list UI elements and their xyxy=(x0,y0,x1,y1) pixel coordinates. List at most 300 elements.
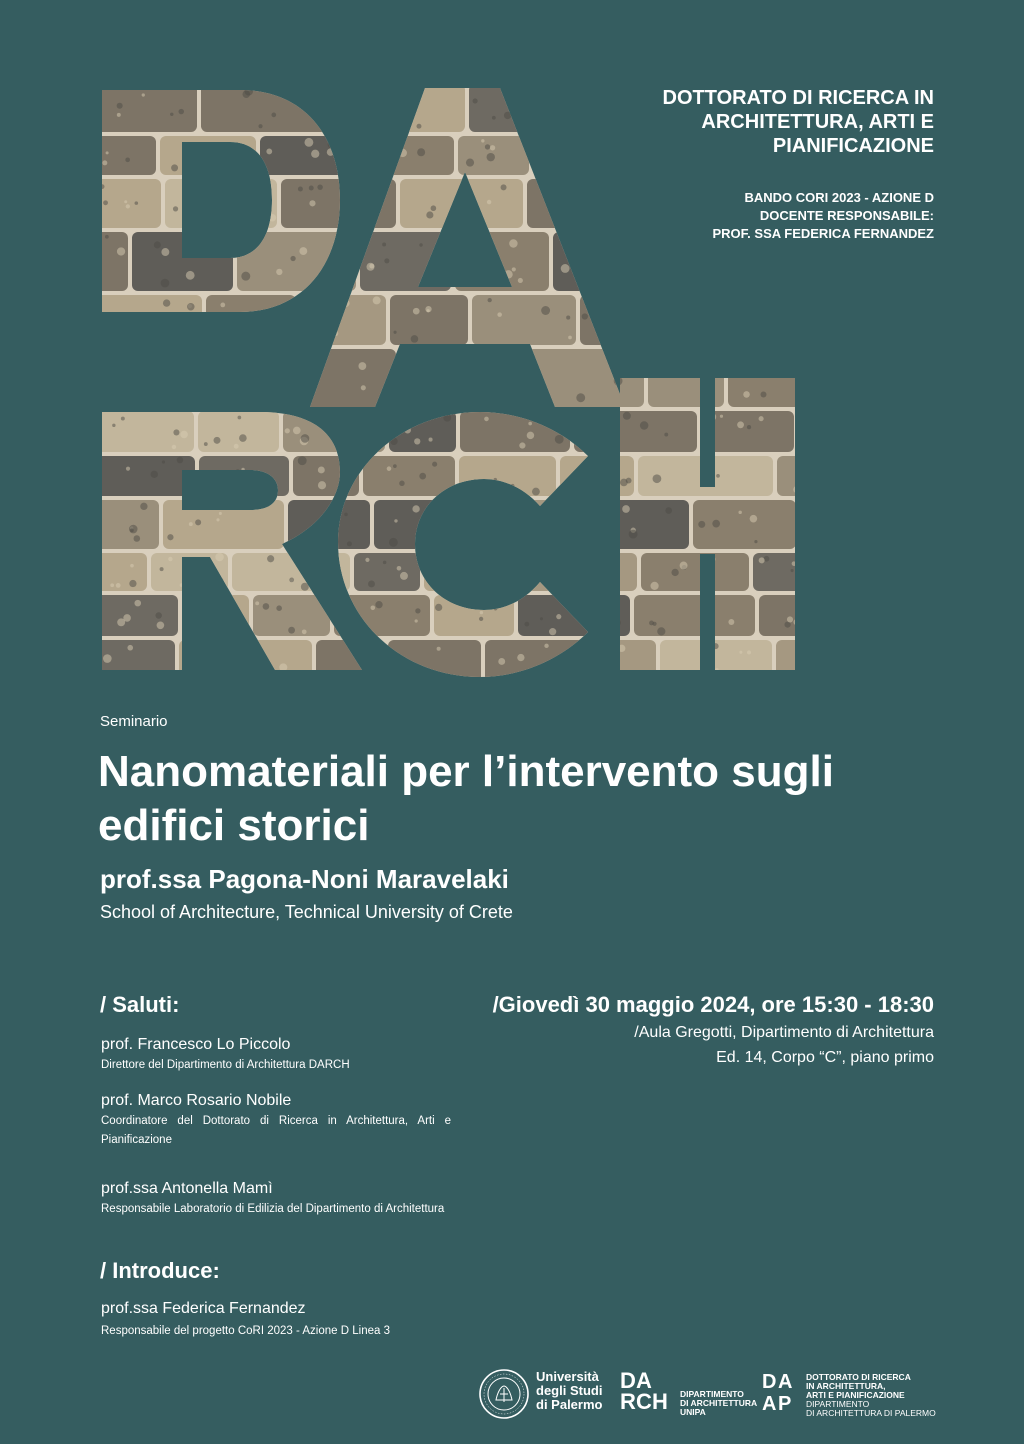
stone-speckle xyxy=(739,297,746,304)
stone-speckle xyxy=(750,515,758,523)
stone-speckle xyxy=(117,103,123,109)
stone-speckle xyxy=(370,605,375,610)
stone-speckle xyxy=(456,523,462,529)
stone-speckle xyxy=(230,488,235,493)
stone-speckle xyxy=(264,328,271,335)
stone-speckle xyxy=(298,456,307,465)
stone-speckle xyxy=(130,528,134,532)
stone-speckle xyxy=(347,468,356,477)
stone-speckle xyxy=(627,677,631,681)
stone-speckle xyxy=(791,569,794,572)
stone-speckle xyxy=(519,442,525,448)
stone-speckle xyxy=(163,299,170,306)
stone-block xyxy=(390,295,468,345)
stone-block xyxy=(281,179,396,228)
stone-speckle xyxy=(241,676,247,682)
stone-speckle xyxy=(327,148,335,156)
stone-block xyxy=(338,84,465,132)
stone-speckle xyxy=(747,425,751,429)
stone-speckle xyxy=(218,332,224,338)
stone-block xyxy=(100,411,194,452)
stone-speckle xyxy=(738,511,741,514)
stone-block xyxy=(300,295,386,345)
stone-speckle xyxy=(569,165,577,173)
stone-speckle xyxy=(698,355,706,363)
unipa-line: Università xyxy=(536,1369,599,1384)
stone-speckle xyxy=(713,258,721,266)
stone-block xyxy=(165,179,277,228)
bando-line: BANDO CORI 2023 - AZIONE D xyxy=(744,190,934,205)
saluti-person-role: Responsabile Laboratorio di Edilizia del Dipartimento di Architettura xyxy=(101,1203,445,1215)
stone-speckle xyxy=(173,206,178,211)
stone-speckle xyxy=(614,377,623,386)
stone-speckle xyxy=(417,379,423,385)
stone-speckle xyxy=(267,555,274,562)
stone-speckle xyxy=(276,398,280,402)
stone-speckle xyxy=(105,235,109,239)
stone-speckle xyxy=(397,102,405,110)
stone-speckle xyxy=(427,525,435,533)
stone-speckle xyxy=(664,433,668,437)
stone-speckle xyxy=(211,622,218,629)
stone-block xyxy=(100,136,156,175)
stone-speckle xyxy=(523,392,531,400)
stone-block xyxy=(504,553,637,591)
stone-speckle xyxy=(117,247,125,255)
stone-speckle xyxy=(235,332,241,338)
stone-block xyxy=(777,295,800,345)
stone-speckle xyxy=(186,321,195,330)
stone-speckle xyxy=(761,299,768,306)
stone-speckle xyxy=(419,473,426,480)
stone-speckle xyxy=(151,471,158,478)
stone-speckle xyxy=(618,645,625,652)
stone-speckle xyxy=(285,352,289,356)
stone-speckle xyxy=(299,247,307,255)
stone-speckle xyxy=(613,619,620,626)
stone-speckle xyxy=(608,659,614,665)
stone-speckle xyxy=(652,622,656,626)
stone-speckle xyxy=(373,641,382,650)
stone-speckle xyxy=(612,281,616,285)
daap-mark-letter: A xyxy=(762,1393,777,1415)
stone-speckle xyxy=(589,462,594,467)
stone-speckle xyxy=(665,249,671,255)
stone-speckle xyxy=(517,654,524,661)
unipa-line: degli Studi xyxy=(536,1383,603,1398)
stone-block xyxy=(100,179,161,228)
stone-speckle xyxy=(429,438,433,442)
stone-speckle xyxy=(187,303,195,311)
stone-speckle xyxy=(215,553,224,562)
stone-speckle xyxy=(239,150,245,156)
stone-speckle xyxy=(348,627,356,635)
stone-speckle xyxy=(127,645,133,651)
stone-speckle xyxy=(210,596,216,602)
stone-speckle xyxy=(117,618,125,626)
stone-speckle xyxy=(142,355,145,358)
stone-speckle xyxy=(673,324,680,331)
stone-speckle xyxy=(216,577,224,585)
stone-speckle xyxy=(556,614,561,619)
stone-speckle xyxy=(419,243,422,246)
stone-speckle xyxy=(208,165,214,171)
stone-block xyxy=(648,349,724,407)
stone-speckle xyxy=(234,444,239,449)
stone-block xyxy=(459,456,556,496)
stone-block xyxy=(759,595,800,636)
stone-block xyxy=(424,553,500,591)
stone-speckle xyxy=(411,335,419,343)
stone-speckle xyxy=(298,187,303,192)
stone-speckle xyxy=(394,519,397,522)
daap-logo-line: DOTTORATO DI RICERCA xyxy=(806,1372,911,1382)
stone-speckle xyxy=(759,557,765,563)
stone-speckle xyxy=(168,557,172,561)
stone-block xyxy=(518,595,630,636)
stone-speckle xyxy=(347,541,352,546)
stone-block xyxy=(388,640,481,682)
stone-speckle xyxy=(276,269,282,275)
stone-speckle xyxy=(365,558,369,562)
stone-speckle xyxy=(541,306,550,315)
stone-speckle xyxy=(537,672,544,679)
stone-speckle xyxy=(566,316,570,320)
unipa-seal-icon xyxy=(478,1368,530,1420)
daap-mark-letter: P xyxy=(778,1393,792,1415)
stone-block xyxy=(798,411,800,452)
darch-logo-mark xyxy=(620,1370,672,1416)
stone-speckle xyxy=(161,248,169,256)
stone-speckle xyxy=(705,469,711,475)
stone-speckle xyxy=(698,521,705,528)
stone-speckle xyxy=(135,201,139,205)
stone-block xyxy=(182,595,249,636)
stone-block xyxy=(434,595,514,636)
stone-block xyxy=(776,640,800,682)
stone-speckle xyxy=(504,112,511,119)
stone-block xyxy=(400,349,517,407)
stone-block xyxy=(191,349,267,407)
stone-block xyxy=(100,232,128,291)
stone-speckle xyxy=(404,427,411,434)
stone-speckle xyxy=(124,200,127,203)
stone-speckle xyxy=(317,184,322,189)
stone-speckle xyxy=(103,200,108,205)
stone-speckle xyxy=(239,434,247,442)
stone-speckle xyxy=(650,582,658,590)
seminar-kicker: Seminario xyxy=(100,713,168,730)
bando-info xyxy=(514,189,934,243)
stone-speckle xyxy=(361,385,366,390)
stone-speckle xyxy=(479,259,482,262)
daap-logo-line: IN ARCHITETTURA, xyxy=(806,1381,886,1391)
stone-speckle xyxy=(293,427,301,435)
stone-speckle xyxy=(391,673,395,677)
stone-speckle xyxy=(743,391,750,398)
stone-speckle xyxy=(255,601,259,605)
stone-speckle xyxy=(102,160,107,165)
stone-speckle xyxy=(480,611,483,614)
stone-speckle xyxy=(715,668,719,672)
stone-speckle xyxy=(328,141,335,148)
stone-speckle xyxy=(134,329,142,337)
stone-speckle xyxy=(392,161,397,166)
stone-speckle xyxy=(311,150,319,158)
stone-speckle xyxy=(527,432,534,439)
stone-block xyxy=(232,553,350,591)
stone-speckle xyxy=(492,116,496,120)
stone-speckle xyxy=(160,567,164,571)
stone-speckle xyxy=(458,579,466,587)
stone-speckle xyxy=(717,326,721,330)
stone-speckle xyxy=(431,205,437,211)
stone-speckle xyxy=(126,467,130,471)
stone-speckle xyxy=(629,530,638,539)
stone-speckle xyxy=(446,350,452,356)
darch-mark-letter: C xyxy=(636,1389,652,1414)
stone-speckle xyxy=(712,520,720,528)
stone-speckle xyxy=(207,604,213,610)
stone-speckle xyxy=(512,267,516,271)
stone-speckle xyxy=(195,519,201,525)
stone-speckle xyxy=(787,616,793,622)
stone-speckle xyxy=(657,627,665,635)
stone-speckle xyxy=(487,200,492,205)
stone-speckle xyxy=(258,188,261,191)
stone-block xyxy=(316,640,384,682)
stone-speckle xyxy=(167,534,173,540)
stone-speckle xyxy=(177,457,183,463)
stone-speckle xyxy=(103,654,112,663)
darch-logo-line: DI ARCHITETTURA xyxy=(680,1398,758,1408)
darch-mark-letter: A xyxy=(636,1368,652,1393)
stone-speckle xyxy=(521,527,529,535)
bando-line: PROF. SSA FEDERICA FERNANDEZ xyxy=(712,226,934,241)
stone-speckle xyxy=(713,643,719,649)
stone-speckle xyxy=(493,607,497,611)
stone-speckle xyxy=(204,442,208,446)
stone-speckle xyxy=(390,676,399,682)
stone-speckle xyxy=(189,522,193,526)
stone-speckle xyxy=(346,468,349,471)
stone-speckle xyxy=(497,312,502,317)
stone-speckle xyxy=(417,124,422,129)
stone-speckle xyxy=(179,109,184,114)
stone-speckle xyxy=(484,417,489,422)
daap-logo-subline: DIPARTIMENTO xyxy=(806,1399,870,1409)
stone-speckle xyxy=(216,518,219,521)
stone-block xyxy=(580,295,693,345)
stone-speckle xyxy=(383,184,388,189)
stone-speckle xyxy=(691,361,699,369)
stone-block xyxy=(697,295,773,345)
stone-speckle xyxy=(383,561,387,565)
stone-speckle xyxy=(479,617,483,621)
darch-mark-letter: D xyxy=(620,1368,636,1393)
stone-speckle xyxy=(399,481,404,486)
stone-speckle xyxy=(474,489,480,495)
stone-speckle xyxy=(399,149,407,157)
stone-speckle xyxy=(390,438,397,445)
daap-logo-subline: DI ARCHITETTURA DI PALERMO xyxy=(806,1408,936,1418)
stone-speckle xyxy=(456,678,464,682)
stone-block xyxy=(701,411,794,452)
stone-speckle xyxy=(140,503,147,510)
stone-speckle xyxy=(269,214,277,222)
stone-speckle xyxy=(626,478,632,484)
stone-speckle xyxy=(759,416,764,421)
stone-speckle xyxy=(615,316,623,324)
stone-speckle xyxy=(241,272,250,281)
stone-speckle xyxy=(365,643,372,650)
stone-speckle xyxy=(368,581,375,588)
stone-block xyxy=(100,84,197,132)
stone-speckle xyxy=(653,474,662,483)
stone-block xyxy=(334,595,430,636)
stone-speckle xyxy=(775,182,779,186)
stone-speckle xyxy=(485,144,490,149)
stone-speckle xyxy=(600,462,605,467)
stone-speckle xyxy=(589,562,593,566)
stone-speckle xyxy=(358,362,366,370)
stone-speckle xyxy=(466,159,474,167)
stone-speckle xyxy=(532,488,540,496)
stone-speckle xyxy=(714,681,719,682)
stone-speckle xyxy=(342,299,350,307)
stone-speckle xyxy=(134,600,141,607)
stone-speckle xyxy=(494,478,498,482)
stone-block xyxy=(100,500,159,549)
stone-speckle xyxy=(586,180,594,188)
stone-speckle xyxy=(266,205,270,209)
stone-speckle xyxy=(609,414,616,421)
stone-speckle xyxy=(524,622,529,627)
stone-speckle xyxy=(580,663,584,667)
saluti-person-role: Direttore del Dipartimento di Architettura DARCH xyxy=(101,1059,350,1071)
stone-speckle xyxy=(716,474,720,478)
stone-speckle xyxy=(318,481,326,489)
stone-speckle xyxy=(640,421,648,429)
stone-speckle xyxy=(154,383,158,387)
stone-speckle xyxy=(608,537,617,546)
stone-speckle xyxy=(207,251,212,256)
stone-block xyxy=(100,349,187,407)
stone-speckle xyxy=(382,243,386,247)
stone-block xyxy=(728,349,800,407)
stone-speckle xyxy=(754,540,757,543)
stone-speckle xyxy=(180,431,188,439)
stone-speckle xyxy=(387,466,392,471)
stone-block xyxy=(560,456,634,496)
stone-speckle xyxy=(591,168,596,173)
stone-speckle xyxy=(316,540,319,543)
stone-speckle xyxy=(538,532,545,539)
stone-speckle xyxy=(333,331,339,337)
stone-speckle xyxy=(158,389,162,393)
stone-speckle xyxy=(285,428,290,433)
seminar-title: Nanomateriali per l’intervento sugli edifici storici xyxy=(98,747,834,850)
stone-speckle xyxy=(413,308,420,315)
stone-speckle xyxy=(518,278,523,283)
stone-speckle xyxy=(258,370,267,379)
stone-speckle xyxy=(242,321,246,325)
stone-speckle xyxy=(520,553,528,561)
stone-speckle xyxy=(344,513,348,517)
stone-block xyxy=(460,411,570,452)
stone-speckle xyxy=(332,314,341,323)
stone-speckle xyxy=(561,264,570,273)
stone-speckle xyxy=(180,583,184,587)
stone-speckle xyxy=(117,113,121,117)
stone-speckle xyxy=(393,331,396,334)
stone-speckle xyxy=(489,580,496,587)
stone-speckle xyxy=(523,385,528,390)
stone-speckle xyxy=(229,393,234,398)
stone-speckle xyxy=(704,260,711,267)
stone-speckle xyxy=(540,617,543,620)
event-place: /Aula Gregotti, Dipartimento di Architettura xyxy=(634,1024,934,1041)
stone-speckle xyxy=(443,414,451,422)
stone-speckle xyxy=(498,374,503,379)
stone-speckle xyxy=(375,601,382,608)
stone-speckle xyxy=(389,538,398,547)
stone-speckle xyxy=(583,469,589,475)
stone-speckle xyxy=(252,352,259,359)
stone-speckle xyxy=(266,149,272,155)
stone-block xyxy=(777,456,800,496)
stone-speckle xyxy=(171,164,178,171)
daap-logo-line: ARTI E PIANIFICAZIONE xyxy=(806,1390,905,1400)
darch-stone-letters xyxy=(100,82,800,682)
stone-speckle xyxy=(419,381,423,385)
stone-speckle xyxy=(367,109,372,114)
stone-speckle xyxy=(186,271,195,280)
stone-speckle xyxy=(309,186,314,191)
darch-logo-line: DIPARTIMENTO xyxy=(680,1389,744,1399)
program-title-line: ARCHITETTURA, ARTI E xyxy=(701,111,934,133)
stone-speckle xyxy=(271,113,276,118)
stone-speckle xyxy=(396,136,405,145)
stone-speckle xyxy=(747,650,751,654)
stone-speckle xyxy=(665,507,672,514)
stone-speckle xyxy=(110,583,114,587)
stone-speckle xyxy=(301,583,309,591)
saluti-person-role: Coordinatore del Dottorato di Ricerca in Architettura, Arti e Pianificazione xyxy=(101,1115,451,1146)
stone-speckle xyxy=(744,319,748,323)
stone-speckle xyxy=(739,651,742,654)
stone-speckle xyxy=(671,569,678,576)
stone-block xyxy=(634,595,755,636)
stone-block xyxy=(163,500,284,549)
stone-block xyxy=(199,456,289,496)
daap-logo-mark xyxy=(762,1372,802,1418)
darch-logo-line: UNIPA xyxy=(680,1407,706,1417)
stone-speckle xyxy=(116,583,121,588)
stone-block xyxy=(179,640,312,682)
stone-speckle xyxy=(760,392,766,398)
stone-speckle xyxy=(378,150,382,154)
stone-block xyxy=(206,295,296,345)
stone-speckle xyxy=(213,600,222,609)
stone-speckle xyxy=(161,279,170,288)
stone-speckle xyxy=(619,319,623,323)
stone-speckle xyxy=(279,663,287,671)
stone-speckle xyxy=(162,460,165,463)
stone-speckle xyxy=(230,165,236,171)
stone-speckle xyxy=(258,124,262,128)
stone-speckle xyxy=(559,180,565,186)
